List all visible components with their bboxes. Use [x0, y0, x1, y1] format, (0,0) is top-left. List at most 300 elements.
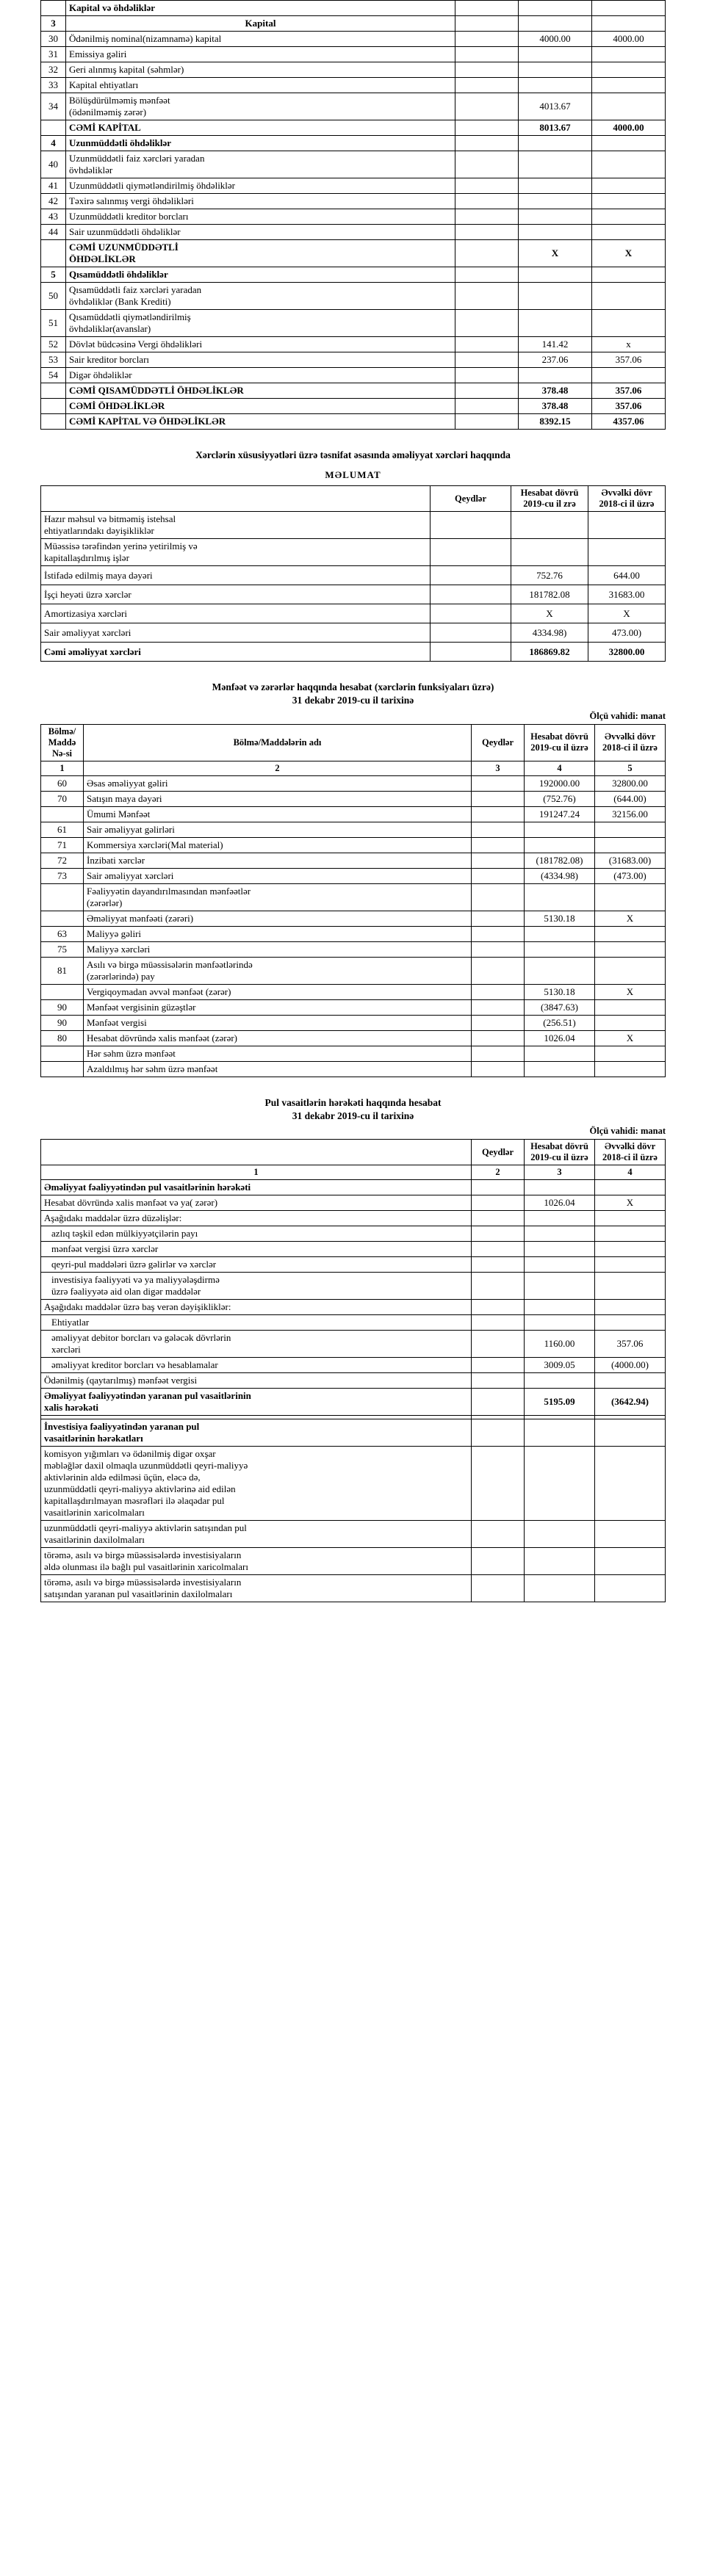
table-row	[41, 911, 666, 926]
row-current-period: 191247.24	[525, 806, 595, 822]
table-row	[41, 1300, 666, 1315]
row-label: CƏMİ KAPİTAL	[66, 120, 455, 136]
table-column-number-row	[41, 761, 666, 775]
table-header-row	[41, 724, 666, 761]
row-notes	[455, 47, 519, 62]
row-previous-period	[592, 93, 666, 120]
table-row	[41, 1273, 666, 1300]
row-previous-period	[592, 225, 666, 240]
cashflow-unit: Ölçü vahidi: manat	[589, 1126, 666, 1137]
table-row	[41, 604, 666, 623]
row-notes	[472, 984, 525, 999]
table-row	[41, 1211, 666, 1226]
row-previous-period	[592, 283, 666, 310]
table-row	[41, 151, 666, 178]
row-current-period: 752.76	[511, 566, 588, 585]
row-label: Müəssisə tərəfindən yerinə yetirilmiş və kapitallaşdırılmış işlər	[41, 539, 431, 566]
row-current-period	[519, 1, 592, 16]
row-label: Maliyyə xərcləri	[84, 941, 472, 957]
row-number: 90	[41, 1015, 84, 1030]
row-notes	[455, 368, 519, 383]
row-label: Hesabat dövründə xalis mənfəət (zərər)	[84, 1030, 472, 1046]
column-number: 4	[595, 1165, 666, 1180]
row-current-period: 378.48	[519, 399, 592, 414]
row-label: CƏMİ KAPİTAL VƏ ÖHDƏLİKLƏR	[66, 414, 455, 430]
row-previous-period	[595, 1419, 666, 1447]
row-previous-period	[588, 512, 666, 539]
row-previous-period: X	[595, 1030, 666, 1046]
table-row	[41, 539, 666, 566]
table-row	[41, 984, 666, 999]
cashflow-table	[40, 1139, 666, 1602]
row-label: uzunmüddətli qeyri-maliyyə aktivlərin satışından pul vasaitlərinin daxilolmaları	[41, 1521, 472, 1548]
row-label: Bölüşdürülməmiş mənfəət (ödənilməmiş zərər)	[66, 93, 455, 120]
row-previous-period: 4000.00	[592, 32, 666, 47]
row-current-period	[525, 1315, 595, 1331]
row-previous-period: 32800.00	[595, 775, 666, 791]
row-number	[41, 984, 84, 999]
row-number	[41, 383, 66, 399]
row-previous-period: 4357.06	[592, 414, 666, 430]
row-label: Kapital	[66, 16, 455, 32]
row-number: 80	[41, 1030, 84, 1046]
row-previous-period: X	[595, 1195, 666, 1211]
row-notes	[455, 267, 519, 283]
row-notes	[472, 941, 525, 957]
table-row	[41, 1015, 666, 1030]
column-number: 5	[595, 761, 666, 775]
row-previous-period: 357.06	[592, 399, 666, 414]
row-previous-period	[592, 78, 666, 93]
row-notes	[431, 585, 511, 604]
table-row	[41, 999, 666, 1015]
row-label: Vergiqoymadan əvvəl mənfəət (zərər)	[84, 984, 472, 999]
column-number: 4	[525, 761, 595, 775]
row-previous-period: x	[592, 337, 666, 352]
row-notes	[455, 178, 519, 194]
opex-section	[40, 449, 666, 662]
row-notes	[472, 1180, 525, 1195]
row-current-period	[519, 283, 592, 310]
column-number: 2	[472, 1165, 525, 1180]
row-notes	[472, 1195, 525, 1211]
row-label: törəmə, asılı və birgə müəssisələrdə investisiyaların satışından yaranan pul vasaitlərinin daxilolmaları	[41, 1575, 472, 1602]
row-current-period	[519, 178, 592, 194]
row-notes	[455, 383, 519, 399]
row-current-period: 3009.05	[525, 1358, 595, 1373]
row-label: Sair kreditor borcları	[66, 352, 455, 368]
row-current-period: 1026.04	[525, 1030, 595, 1046]
table-row	[41, 957, 666, 984]
row-number: 52	[41, 337, 66, 352]
row-label: Geri alınmış kapital (səhmlər)	[66, 62, 455, 78]
row-current-period	[519, 151, 592, 178]
row-label: törəmə, asılı və birgə müəssisələrdə investisiyaların əldə olunması ilə bağlı pul vasaitlərinin xaricolmaları	[41, 1548, 472, 1575]
row-notes	[455, 62, 519, 78]
row-current-period: 237.06	[519, 352, 592, 368]
row-notes	[472, 911, 525, 926]
table-row	[41, 225, 666, 240]
row-number: 4	[41, 136, 66, 151]
row-notes	[472, 883, 525, 911]
table-row	[41, 283, 666, 310]
row-previous-period: 357.06	[592, 352, 666, 368]
opex-heading: Xərclərin xüsusiyyətləri üzrə təsnifat əsasında əməliyyat xərcləri haqqında	[195, 449, 511, 460]
profit-loss-table	[40, 724, 666, 1077]
row-label: İnzibati xərclər	[84, 853, 472, 868]
row-notes	[472, 1358, 525, 1373]
table-row	[41, 209, 666, 225]
row-notes	[455, 120, 519, 136]
table-row	[41, 806, 666, 822]
table-row	[41, 623, 666, 643]
row-current-period	[511, 539, 588, 566]
row-number: 30	[41, 32, 66, 47]
row-current-period: 1160.00	[525, 1331, 595, 1358]
table-column-number-row	[41, 1165, 666, 1180]
table-row	[41, 1195, 666, 1211]
row-notes	[455, 337, 519, 352]
row-current-period: 4000.00	[519, 32, 592, 47]
column-header: Əvvəlki dövr 2018-ci il üzrə	[595, 1140, 666, 1165]
row-previous-period: (3642.94)	[595, 1389, 666, 1416]
row-label: Maliyyə gəliri	[84, 926, 472, 941]
row-label: CƏMİ QISAMÜDDƏTLİ ÖHDƏLİKLƏR	[66, 383, 455, 399]
row-current-period: 4013.67	[519, 93, 592, 120]
row-current-period	[525, 957, 595, 984]
row-notes	[455, 209, 519, 225]
row-number: 72	[41, 853, 84, 868]
row-label: Uzunmüddətli kreditor borcları	[66, 209, 455, 225]
row-current-period	[525, 1257, 595, 1273]
row-previous-period	[595, 1548, 666, 1575]
row-label: qeyri-pul maddələri üzrə gəlirlər və xərclər	[41, 1257, 472, 1273]
column-number: 3	[472, 761, 525, 775]
row-current-period: 1026.04	[525, 1195, 595, 1211]
table-row	[41, 1331, 666, 1358]
row-number: 31	[41, 47, 66, 62]
row-current-period	[519, 136, 592, 151]
table-row	[41, 512, 666, 539]
row-number: 90	[41, 999, 84, 1015]
row-current-period	[525, 1242, 595, 1257]
row-previous-period	[592, 267, 666, 283]
row-previous-period	[595, 1447, 666, 1521]
row-current-period	[525, 1180, 595, 1195]
row-label: Uzunmüddətli faiz xərcləri yaradan övhdəliklər	[66, 151, 455, 178]
row-label: Qısamüddətli qiymətləndirilmiş övhdəliklər(avanslar)	[66, 310, 455, 337]
row-notes	[472, 926, 525, 941]
table-row	[41, 16, 666, 32]
row-notes	[455, 93, 519, 120]
row-current-period	[525, 1226, 595, 1242]
column-header: Hesabat dövrü 2019-cu il üzrə	[525, 1140, 595, 1165]
table-row	[41, 1, 666, 16]
row-number	[41, 911, 84, 926]
row-previous-period: (473.00)	[595, 868, 666, 883]
row-label: Sair uzunmüddətli öhdəliklər	[66, 225, 455, 240]
cashflow-section	[40, 1096, 666, 1602]
row-label: Sair əməliyyat xərcləri	[84, 868, 472, 883]
row-number: 71	[41, 837, 84, 853]
table-row	[41, 1419, 666, 1447]
row-current-period: 181782.08	[511, 585, 588, 604]
row-previous-period	[595, 1315, 666, 1331]
row-notes	[431, 623, 511, 643]
table-row	[41, 399, 666, 414]
row-previous-period	[592, 194, 666, 209]
row-label: investisiya fəaliyyəti və ya maliyyələşdirmə üzrə fəaliyyətə aid olan digər maddələr	[41, 1273, 472, 1300]
row-label: Qısamüddətli faiz xərcləri yaradan övhdəliklər (Bank Krediti)	[66, 283, 455, 310]
pl-title: Mənfəət və zərərlər haqqında hesabat (xərclərin funksiyaları üzrə) 31 dekabr 2019-cu il tarixinə	[212, 681, 494, 706]
row-number: 53	[41, 352, 66, 368]
cashflow-title: Pul vasaitlərin hərəkəti haqqında hesabat 31 dekabr 2019-cu il tarixinə	[264, 1096, 442, 1121]
row-previous-period	[595, 999, 666, 1015]
column-number: 1	[41, 1165, 472, 1180]
row-label: Ödənilmiş nominal(nizamnamə) kapital	[66, 32, 455, 47]
row-previous-period: (4000.00)	[595, 1358, 666, 1373]
row-label: Hesabat dövründə xalis mənfəət və ya( zərər)	[41, 1195, 472, 1211]
row-previous-period: (644.00)	[595, 791, 666, 806]
table-row	[41, 566, 666, 585]
row-previous-period	[592, 368, 666, 383]
row-label: İstifadə edilmiş maya dəyəri	[41, 566, 431, 585]
row-previous-period	[592, 209, 666, 225]
row-current-period	[519, 62, 592, 78]
table-row	[41, 120, 666, 136]
row-previous-period	[595, 957, 666, 984]
table-row	[41, 1046, 666, 1061]
row-current-period: (3847.63)	[525, 999, 595, 1015]
row-current-period	[525, 1046, 595, 1061]
row-notes	[472, 1273, 525, 1300]
row-previous-period	[595, 1273, 666, 1300]
opex-table	[40, 485, 666, 662]
row-previous-period	[592, 1, 666, 16]
row-current-period	[525, 1521, 595, 1548]
row-number	[41, 1046, 84, 1061]
row-notes	[455, 414, 519, 430]
row-current-period: 192000.00	[525, 775, 595, 791]
row-label: Digər öhdəliklər	[66, 368, 455, 383]
row-previous-period	[592, 178, 666, 194]
row-notes	[431, 643, 511, 662]
table-row	[41, 1257, 666, 1273]
row-notes	[455, 1, 519, 16]
row-notes	[472, 1061, 525, 1077]
column-number: 2	[84, 761, 472, 775]
row-label: Satışın maya dəyəri	[84, 791, 472, 806]
row-notes	[455, 78, 519, 93]
row-notes	[472, 1211, 525, 1226]
row-number: 70	[41, 791, 84, 806]
row-notes	[472, 806, 525, 822]
column-number: 1	[41, 761, 84, 775]
row-notes	[455, 151, 519, 178]
column-number: 3	[525, 1165, 595, 1180]
row-previous-period: 31683.00	[588, 585, 666, 604]
table-row	[41, 926, 666, 941]
column-header: Bölmə/ Maddə Nə-si	[41, 724, 84, 761]
row-previous-period: 473.00)	[588, 623, 666, 643]
row-label: Təxirə salınmış vergi öhdəlikləri	[66, 194, 455, 209]
row-number: 40	[41, 151, 66, 178]
table-row	[41, 1521, 666, 1548]
row-current-period: X	[511, 604, 588, 623]
row-label: Amortizasiya xərcləri	[41, 604, 431, 623]
row-label: Ödənilmiş (qaytarılmış) mənfəət vergisi	[41, 1373, 472, 1389]
table-row	[41, 1061, 666, 1077]
row-label: Emissiya gəliri	[66, 47, 455, 62]
row-number: 32	[41, 62, 66, 78]
table-row	[41, 267, 666, 283]
row-previous-period	[595, 1015, 666, 1030]
row-current-period	[525, 926, 595, 941]
row-label: Azaldılmış hər səhm üzrə mənfəət	[84, 1061, 472, 1077]
row-number: 3	[41, 16, 66, 32]
table-header-row	[41, 1140, 666, 1165]
row-label: Aşağıdakı maddələr üzrə baş verən dəyişikliklər:	[41, 1300, 472, 1315]
row-current-period	[525, 1447, 595, 1521]
table-row	[41, 775, 666, 791]
row-current-period: 5130.18	[525, 911, 595, 926]
row-previous-period	[595, 1521, 666, 1548]
row-notes	[472, 791, 525, 806]
row-current-period: (256.51)	[525, 1015, 595, 1030]
row-previous-period: 644.00	[588, 566, 666, 585]
table-header-row	[41, 486, 666, 512]
balance-sheet-section	[40, 0, 666, 430]
row-current-period: 186869.82	[511, 643, 588, 662]
row-current-period	[525, 1273, 595, 1300]
row-notes	[472, 1373, 525, 1389]
row-current-period	[525, 1211, 595, 1226]
row-previous-period	[592, 151, 666, 178]
row-previous-period	[592, 47, 666, 62]
row-previous-period	[595, 1373, 666, 1389]
row-current-period: (181782.08)	[525, 853, 595, 868]
row-notes	[472, 1242, 525, 1257]
table-row	[41, 1030, 666, 1046]
row-notes	[472, 999, 525, 1015]
row-notes	[455, 225, 519, 240]
row-notes	[472, 1447, 525, 1521]
row-notes	[455, 352, 519, 368]
row-label: Dövlət büdcəsinə Vergi öhdəlikləri	[66, 337, 455, 352]
table-row	[41, 1358, 666, 1373]
row-notes	[472, 1257, 525, 1273]
column-header	[41, 486, 431, 512]
row-previous-period	[595, 1300, 666, 1315]
row-previous-period: 4000.00	[592, 120, 666, 136]
row-label: əməliyyat debitor borcları və gələcək dövrlərin xərcləri	[41, 1331, 472, 1358]
table-row	[41, 853, 666, 868]
row-notes	[472, 1315, 525, 1331]
row-label: Qısamüddətli öhdəliklər	[66, 267, 455, 283]
row-notes	[472, 957, 525, 984]
row-label: Əməliyyat mənfəəti (zərəri)	[84, 911, 472, 926]
table-row	[41, 240, 666, 267]
row-previous-period	[592, 16, 666, 32]
row-notes	[455, 399, 519, 414]
column-header: Hesabat dövrü 2019-cu il zrə	[511, 486, 588, 512]
table-row	[41, 941, 666, 957]
row-current-period: 5130.18	[525, 984, 595, 999]
row-label: Ümumi Mənfəət	[84, 806, 472, 822]
row-number: 33	[41, 78, 66, 93]
row-label: Ehtiyatlar	[41, 1315, 472, 1331]
row-number	[41, 414, 66, 430]
row-current-period	[519, 47, 592, 62]
row-number	[41, 399, 66, 414]
table-row	[41, 136, 666, 151]
row-previous-period	[595, 941, 666, 957]
row-notes	[431, 566, 511, 585]
row-number: 43	[41, 209, 66, 225]
row-label: Kapital ehtiyatları	[66, 78, 455, 93]
table-row	[41, 47, 666, 62]
table-row	[41, 93, 666, 120]
table-row	[41, 337, 666, 352]
table-row	[41, 1548, 666, 1575]
row-notes	[455, 240, 519, 267]
row-notes	[455, 194, 519, 209]
row-number: 5	[41, 267, 66, 283]
row-previous-period: 32800.00	[588, 643, 666, 662]
row-notes	[472, 1226, 525, 1242]
row-previous-period	[595, 822, 666, 837]
column-header: Əvvəlki dövr 2018-ci il üzrə	[595, 724, 666, 761]
row-previous-period	[595, 1226, 666, 1242]
table-row	[41, 868, 666, 883]
row-label: Sair əməliyyat xərcləri	[41, 623, 431, 643]
row-number: 51	[41, 310, 66, 337]
column-header: Qeydlər	[472, 724, 525, 761]
row-number: 63	[41, 926, 84, 941]
table-row	[41, 383, 666, 399]
row-label: Mənfəət vergisinin güzəştlər	[84, 999, 472, 1015]
row-number	[41, 1, 66, 16]
row-previous-period	[595, 1180, 666, 1195]
row-current-period: 5195.09	[525, 1389, 595, 1416]
row-current-period	[511, 512, 588, 539]
table-row	[41, 62, 666, 78]
row-label: Əsas əməliyyat gəliri	[84, 775, 472, 791]
row-label: Sair əməliyyat gəlirləri	[84, 822, 472, 837]
row-current-period	[525, 1548, 595, 1575]
row-number: 73	[41, 868, 84, 883]
column-header	[41, 1140, 472, 1165]
column-header: Qeydlər	[431, 486, 511, 512]
row-label: Kommersiya xərcləri(Mal material)	[84, 837, 472, 853]
row-label: Əməliyyat fəaliyyətindən pul vasaitlərinin hərəkəti	[41, 1180, 472, 1195]
table-row	[41, 194, 666, 209]
row-current-period: 8013.67	[519, 120, 592, 136]
row-previous-period: X	[595, 911, 666, 926]
table-row	[41, 1315, 666, 1331]
row-current-period	[525, 941, 595, 957]
row-number: 54	[41, 368, 66, 383]
row-current-period	[519, 209, 592, 225]
row-notes	[455, 310, 519, 337]
row-notes	[472, 1419, 525, 1447]
row-previous-period	[595, 1575, 666, 1602]
column-header: Əvvəlki dövr 2018-ci il üzrə	[588, 486, 666, 512]
row-label: CƏMİ ÖHDƏLİKLƏR	[66, 399, 455, 414]
row-previous-period: X	[595, 984, 666, 999]
row-notes	[472, 853, 525, 868]
table-row	[41, 368, 666, 383]
